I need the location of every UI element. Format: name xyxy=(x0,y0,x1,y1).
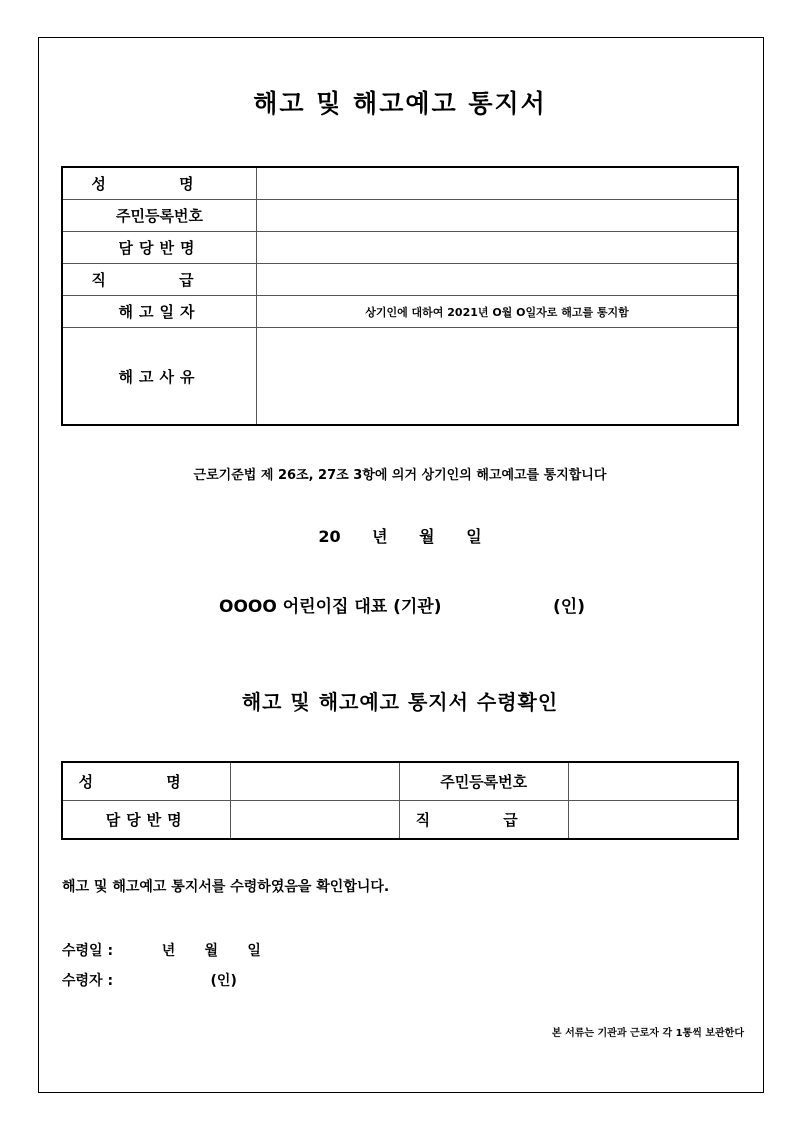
table-row xyxy=(62,328,738,426)
class-label: 담당반명 xyxy=(62,232,257,264)
employee-info-table xyxy=(61,166,739,426)
received-date-line: 수령일 : 년 월 일 xyxy=(62,943,261,959)
signer-name: OOOO 어린이집 대표 (기관) xyxy=(219,597,442,617)
class-value xyxy=(257,232,739,264)
table-row xyxy=(62,762,738,801)
receipt-table xyxy=(61,761,739,840)
resident-number-label: 주민등록번호 xyxy=(62,200,257,232)
receipt-name-value xyxy=(231,762,399,801)
receipt-confirm-text: 해고 및 해고예고 통지서를 수령하였음을 확인합니다. xyxy=(62,879,390,895)
table-row xyxy=(62,264,738,296)
receipt-position-value xyxy=(568,801,738,840)
table-row xyxy=(62,200,738,232)
document-title: 해고 및 해고예고 통지서 xyxy=(253,89,547,118)
position-label: 직 급 xyxy=(62,264,257,296)
position-value xyxy=(257,264,739,296)
receipt-class-value xyxy=(231,801,399,840)
table-row xyxy=(62,232,738,264)
storage-footnote: 본 서류는 기관과 근로자 각 1통씩 보관한다 xyxy=(551,1028,744,1039)
receipt-resident-number-label: 주민등록번호 xyxy=(399,762,568,801)
receiver-line: 수령자 : (인) xyxy=(62,973,237,989)
receipt-name-label: 성 명 xyxy=(62,762,231,801)
receipt-class-label: 담당반명 xyxy=(62,801,231,840)
notice-date-line: 20 년 월 일 xyxy=(318,527,482,546)
name-value xyxy=(257,167,739,200)
dismissal-notice: 상기인에 대하여 2021년 O월 O일자로 해고를 통지함 xyxy=(257,296,739,328)
table-row xyxy=(62,167,738,200)
receipt-resident-number-value xyxy=(568,762,738,801)
statute-text: 근로기준법 제 26조, 27조 3항에 의거 상기인의 해고예고를 통지합니다 xyxy=(193,468,607,483)
table-row xyxy=(62,296,738,328)
seal-mark: (인) xyxy=(553,597,585,617)
dismissal-reason-value xyxy=(257,328,739,426)
resident-number-value xyxy=(257,200,739,232)
receipt-position-label: 직 급 xyxy=(399,801,568,840)
receipt-title: 해고 및 해고예고 통지서 수령확인 xyxy=(241,690,559,714)
table-row xyxy=(62,801,738,840)
dismissal-reason-label: 해고사유 xyxy=(62,328,257,426)
dismissal-date-label: 해고일자 xyxy=(62,296,257,328)
name-label: 성 명 xyxy=(62,167,257,200)
